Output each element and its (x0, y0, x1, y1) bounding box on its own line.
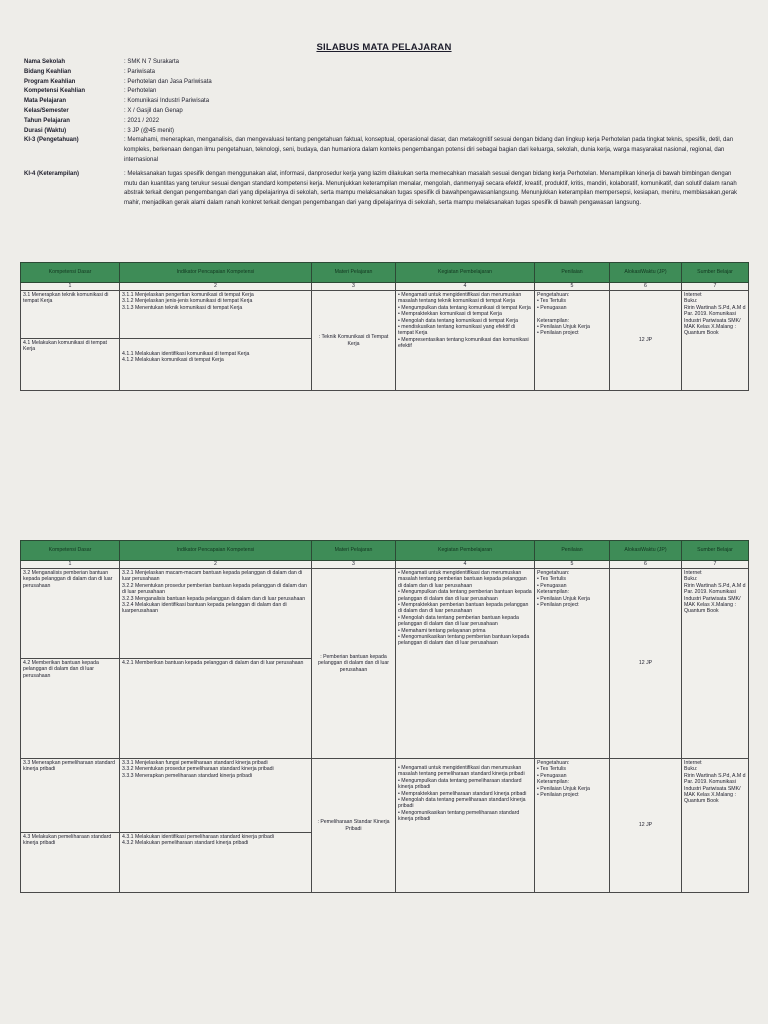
header-alokasi: AlokasiWaktu (JP) (610, 541, 682, 561)
header-kegiatan: Kegiatan Pembelajaran (396, 263, 535, 283)
ind4-cell: 4.2.1 Memberikan bantuan kepada pelanggan di dalam dan di luar perusahaan (120, 659, 312, 759)
header-alokasi: AlokasiWaktu (JP) (610, 263, 682, 283)
penilaian-cell: Pengetahuan: • Tes Tertulis • Penugasan Keterampilan: • Penilaian Unjuk Kerja • Penilaian project (535, 569, 610, 759)
header-indikator: Indikator Pencapaian Kompetensi (120, 541, 312, 561)
identity-section (24, 58, 744, 209)
header-materi: Materi Pelajaran (312, 263, 396, 283)
table-header-row (21, 541, 749, 561)
alokasi-cell: 12 JP (610, 569, 682, 759)
header-sumber: Sumber Belajar (682, 263, 749, 283)
syllabus-table-1 (20, 262, 749, 391)
header-penilaian: Penilaian (535, 541, 610, 561)
identity-row-class: Kelas/Semester : X / Gasjil dan Genap (24, 107, 183, 114)
sumber-cell: Internet Buku: Ririn Wartinah S.Pd, A.M d Par. 2019. Komunikasi Industri Pariwisata SMK/ MAK Kelas X.Malang : Quantum Book (682, 569, 749, 759)
ind4-cell: 4.3.1 Melakukan identifikasi pemeliharaan standard kinerja pribadi 4.3.2 Melakukan pemeliharaan standard kinerja pribadi (120, 833, 312, 893)
table-header-row (21, 263, 749, 283)
identity-row-ki3: KI-3 (Pengetahuan) : Memahami, menerapkan, menganalisis, dan mengevaluasi tentang pengetahuan faktual, konseptual, operasional dasar, dan metakognitif sesuai dengan bidang dan lingkup kerja Perhotelan pada tingkat teknis, spesifik, detil, dan kompleks, berkenaan dengan ilmu pengetahuan, teknologi, seni, budaya, dan humaniora dalam konteks pengembangan potensi diri sebagai bagian dari keluarga, sekolah, dunia kerja, warga masyarakat nasional, regional, dan internasional (24, 137, 734, 163)
kd3-cell: 3.2 Menganalisis pemberian bantuan kepada pelanggan di dalam dan di luar perusahaan (21, 569, 120, 659)
materi-cell: : Pemeliharaan Standar Kinerja Pribadi (312, 759, 396, 893)
document-title: SILABUS MATA PELAJARAN (316, 42, 452, 53)
ind3-cell: 3.3.1 Menjelaskan fungsi pemeliharaan standard kinerja pribadi 3.3.2 Menentukan prosedur pemeliharaan standard kinerja pribadi 3.3.3 Menerapkan pemeliharaan standard kinerja pribadi (120, 759, 312, 833)
alokasi-cell: 12 JP (610, 759, 682, 893)
ind3-cell: 3.2.1 Menjelaskan macam-macam bantuan kepada pelanggan di dalam dan di luar perusahaan 3.2.2 Menentukan prosedur pemberian bantuan kepada pelanggan di dalam dan di luar perusahaan 3.2.3 Menganalisis bantuan kepada pelanggan di dalam dan di luar perusahaan 3.2.4 Melakukan identifikasi bantuan kepada pelanggan di dalam dan di luarperusahaan (120, 569, 312, 659)
identity-row-school: Nama Sekolah : SMK N 7 Surakarta (24, 59, 180, 65)
kd4-cell: 4.1 Melakukan komunikasi di tempat Kerja (21, 339, 120, 391)
kd4-cell: 4.2 Memberikan bantuan kepada pelanggan di dalam dan di luar perusahaan (21, 659, 120, 759)
identity-row-field: Bidang Keahlian : Pariwisata (24, 68, 156, 75)
column-number-row: 1 2 3 4 5 6 7 (21, 283, 749, 291)
sumber-cell: Internet Buku: Ririn Wartinah S.Pd, A.M d Par. 2019. Komunikasi Industri Pariwisata SMK/ MAK Kelas X.Malang : Quantum Book (682, 291, 749, 391)
table-row (21, 759, 749, 833)
table-row (21, 291, 749, 339)
identity-row-subject: Mata Pelajaran : Komunikasi Industri Pariwisata (24, 98, 210, 105)
penilaian-cell: Pengetahuan: • Tes Tertulis • Penugasan Keterampilan: • Penilaian Unjuk Kerja • Penilaian project (535, 291, 610, 391)
materi-cell: : Pemberian bantuan kepada pelanggan di dalam dan di luar perusahaan (312, 569, 396, 759)
kd3-cell: 3.3 Menerapkan pemeliharaan standard kinerja pribadi (21, 759, 120, 833)
kd4-cell: 4.3 Melakukan pemeliharaan standard kinerja pribadi (21, 833, 120, 893)
header-kompetensi-dasar: Kompetensi Dasar (21, 541, 120, 561)
identity-row-duration: Durasi (Waktu) : 3 JP (@45 menit) (24, 127, 174, 134)
penilaian-cell: Pengetahuan: • Tes Tertulis • Penugasan Keterampilan: • Penilaian Unjuk Kerja • Penilaian project (535, 759, 610, 893)
header-kegiatan: Kegiatan Pembelajaran (396, 541, 535, 561)
identity-row-year: Tahun Pelajaran : 2021 / 2022 (24, 117, 160, 124)
header-indikator: Indikator Pencapaian Kompetensi (120, 263, 312, 283)
identity-row-competency: Kompetensi Keahlian : Perhotelan (24, 88, 157, 95)
kd3-cell: 3.1 Menerapkan teknik komunikasi di tempat Kerja (21, 291, 120, 339)
kegiatan-cell: • Mengamati untuk mengidentifikasi dan merumuskan masalah tentang pemeliharaan standard kinerja pribadi • Mengumpulkan data tentang pemeliharaan standard kinerja pribadi • Mempraktekkan pemeliharaan standard kinerja pribadi • Mengolah data tentang pemeliharaan standard kinerja pribadi • Mengomunikasikan tentang pemeliharaan standard kinerja pribadi (396, 759, 535, 893)
identity-row-program: Program Keahlian : Perhotelan dan Jasa Pariwisata (24, 78, 212, 85)
identity-row-ki4: KI-4 (Keterampilan) : Melaksanakan tugas spesifik dengan menggunakan alat, informasi, danprosedur kerja yang lazim dilakukan serta memecahkan masalah sesuai dengan bidang kerja Perhotelan. Menampilkan kinerja di bawah bimbingan dengan mutu dan kuantitas yang terukur sesuai dengan standard kompetensi kerja. Menunjukkan keterampilan menalar, mengolah, danmenyaji secara efektif, kreatif, produktif, kritis, mandiri, kolaboratif, komunikatif, dan solutif dalam ranah abstrak terkait dengan pengembangan dari yang dipelajarinya di sekolah, serta mampu melaksanakan tugas spesifik di bawahpengawasanlangsung. Menunjukkan keterampilan mempersepsi, kesiapan, meniru, membiasakan,gerak mahir, menjadikan gerak alami dalam ranah konkret terkait dengan pengembangan dari yang dipelajarinya di sekolah, serta mampu melaksanakan tugas spesifik di bawah pengawasan langsung. (24, 170, 738, 207)
sumber-cell: Internet Buku: Ririn Wartinah S.Pd, A.M d Par. 2019. Komunikasi Industri Pariwisata SMK/ MAK Kelas X.Malang : Quantum Book (682, 759, 749, 893)
column-number-row: 1 2 3 4 5 6 7 (21, 561, 749, 569)
ind4-cell: 4.1.1 Melakukan identifikasi komunikasi di tempat Kerja 4.1.2 Melakukan komunikasi di tempat Kerja (120, 339, 312, 391)
ind3-cell: 3.1.1 Menjelaskan pengertian komunikasi di tempat Kerja 3.1.2 Menjelaskan jenis-jenis komunikasi di tempat Kerja 3.1.3 Menentukan teknik komunikasi di tempat Kerja (120, 291, 312, 339)
header-materi: Materi Pelajaran (312, 541, 396, 561)
kegiatan-cell: • Mengamati untuk mengidentifikasi dan merumuskan masalah tentang pemberian bantuan kepada pelanggan di dalam dan di luar perusahaan • Mengumpulkan data tentang pemberian bantuan kepada pelanggan di dalam dan di luar perusahaan • Mempraktekkan pemberian bantuan kepada pelanggan di dalam dan di luar perusahaan • Mengolah data tentang pemberian bantuan kepada pelanggan di dalam dan di luar perusahaan • Memahami tentang pelayanan prima • Mengomunikasikan tentang pemberian bantuan kepada pelanggan di dalam dan di luar perusahaan (396, 569, 535, 759)
header-kompetensi-dasar: Kompetensi Dasar (21, 263, 120, 283)
syllabus-table-2 (20, 540, 749, 893)
alokasi-cell: 12 JP (610, 291, 682, 391)
kegiatan-cell: • Mengamati untuk mengidentifikasi dan merumuskan masalah tentang teknik komunikasi di tempat Kerja • Mengumpulkan data tentang komunikasi di tempat Kerja • Mempraktekkan komunikasi di tempat Kerja • Mengolah data tentang komunikasi di tempat Kerja • mendiskusikan tentang komunikasi yang efektif di tempat Kerja • Mempresentasikan tentang komunikasi dan komunikasi efektif (396, 291, 535, 391)
materi-cell: : Teknik Komunikasi di Tempat Kerja (312, 291, 396, 391)
header-penilaian: Penilaian (535, 263, 610, 283)
table-row (21, 569, 749, 659)
header-sumber: Sumber Belajar (682, 541, 749, 561)
